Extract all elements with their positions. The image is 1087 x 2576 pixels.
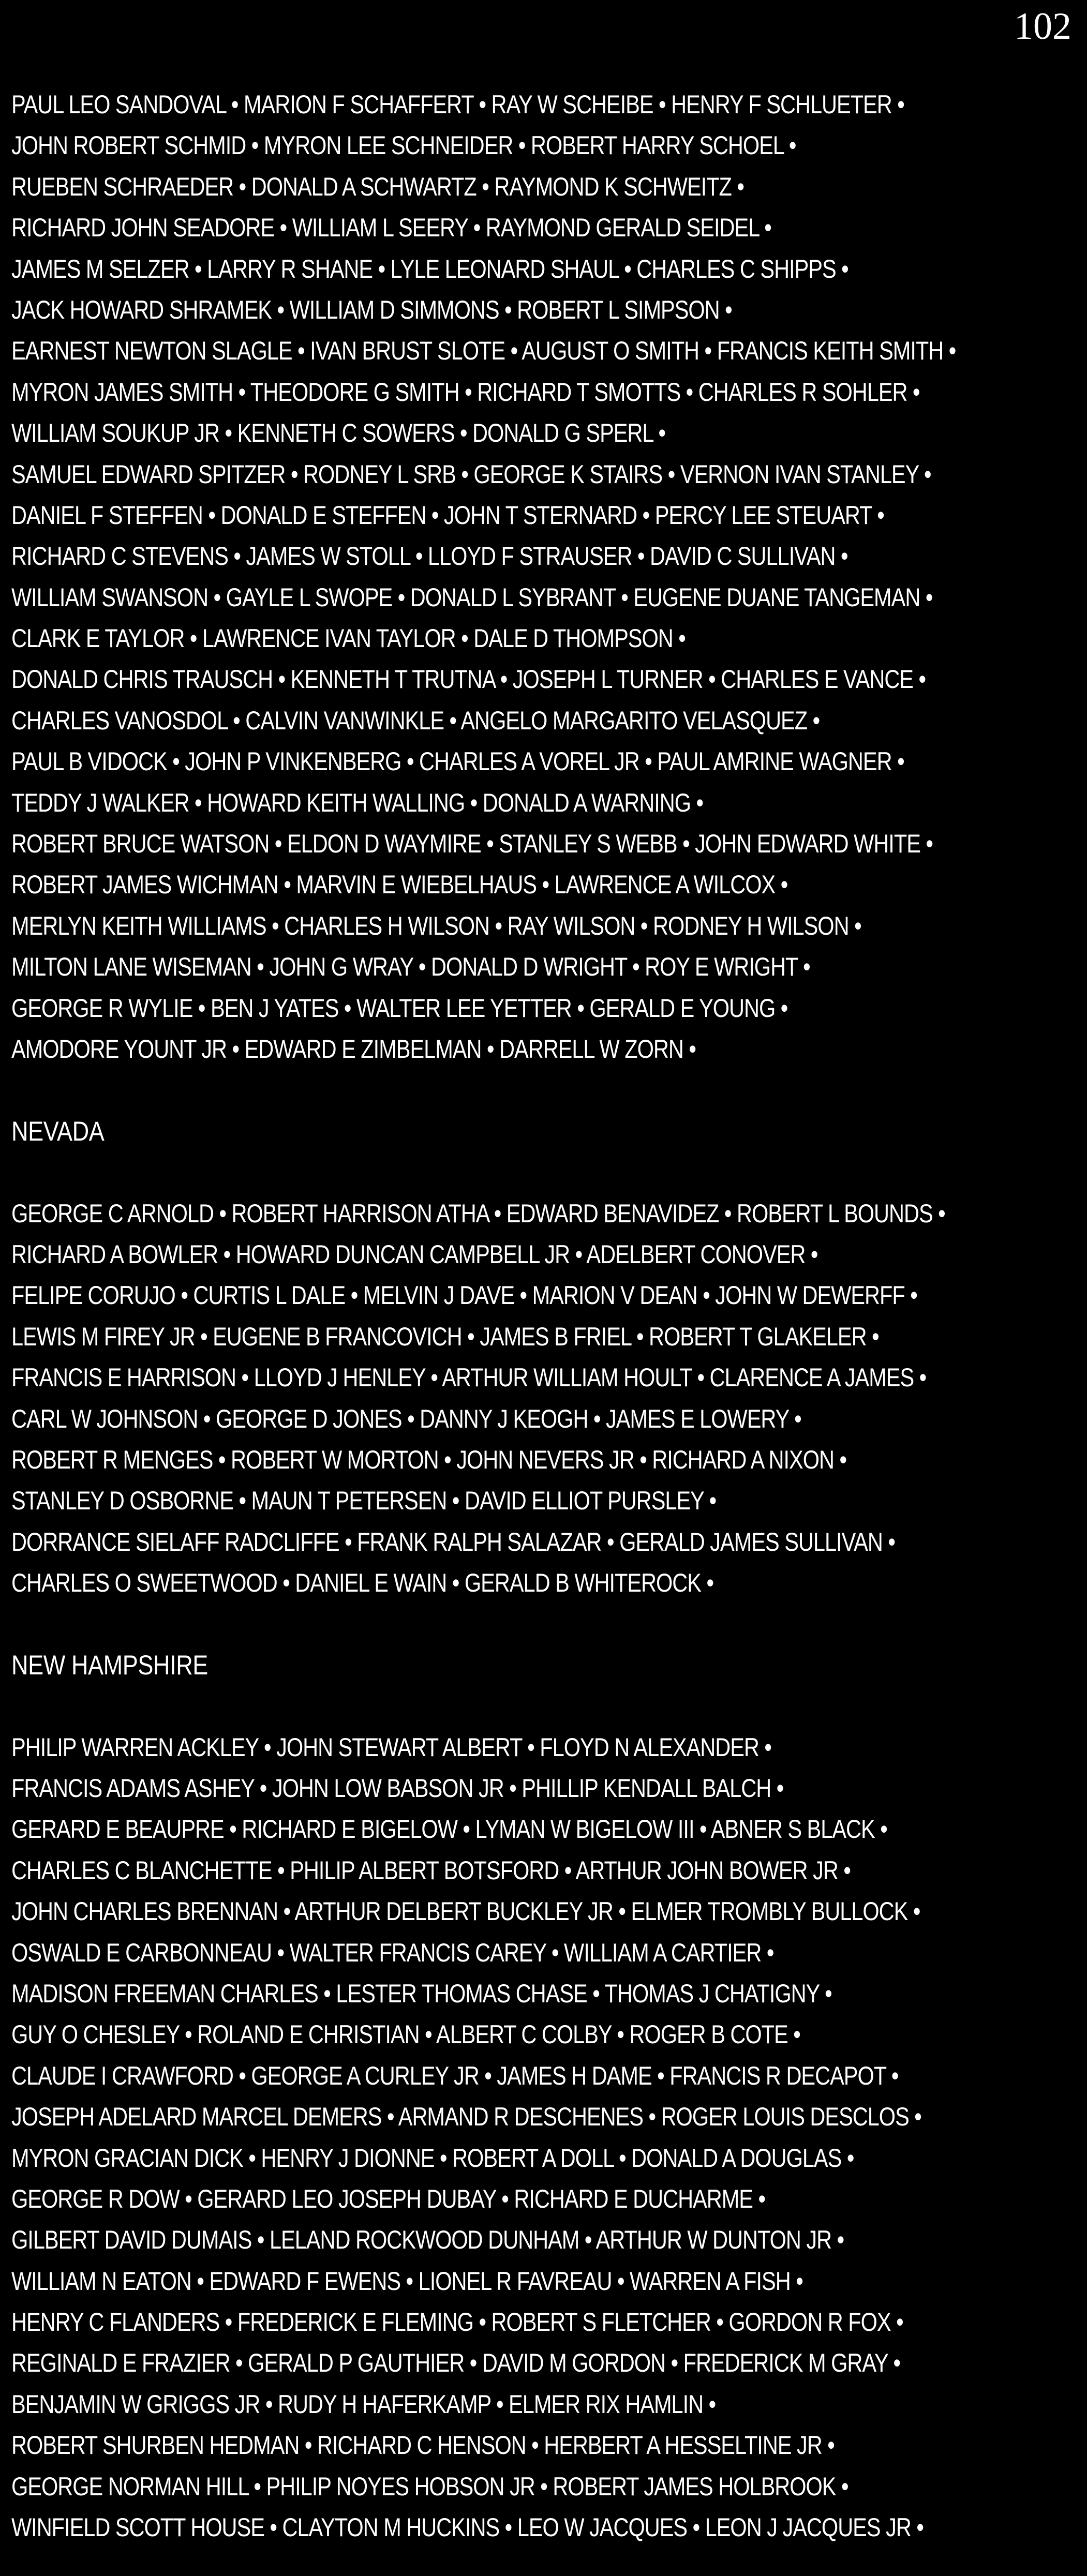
name-line: TEDDY J WALKER • HOWARD KEITH WALLING • DONALD A WARNING • [11,788,704,817]
name-line: OSWALD E CARBONNEAU • WALTER FRANCIS CAREY • WILLIAM A CARTIER • [11,1938,774,1967]
name-line: RICHARD A BOWLER • HOWARD DUNCAN CAMPBELL JR • ADELBERT CONOVER • [11,1239,818,1269]
name-line: JAMES M SELZER • LARRY R SHANE • LYLE LEONARD SHAUL • CHARLES C SHIPPS • [11,254,848,283]
name-line: LEWIS M FIREY JR • EUGENE B FRANCOVICH • JAMES B FRIEL • ROBERT T GLAKELER • [11,1322,879,1351]
name-line: GERARD E BEAUPRE • RICHARD E BIGELOW • LYMAN W BIGELOW III • ABNER S BLACK • [11,1815,887,1844]
section-nevada [11,1111,1077,1604]
name-line: CARL W JOHNSON • GEORGE D JONES • DANNY J KEOGH • JAMES E LOWERY • [11,1404,801,1433]
section-new-hampshire [11,1645,1077,2549]
name-line: GEORGE R WYLIE • BEN J YATES • WALTER LEE YETTER • GERALD E YOUNG • [11,993,788,1023]
name-line: ROBERT R MENGES • ROBERT W MORTON • JOHN NEVERS JR • RICHARD A NIXON • [11,1445,847,1474]
name-line: FELIPE CORUJO • CURTIS L DALE • MELVIN J DAVE • MARION V DEAN • JOHN W DEWERFF • [11,1281,917,1310]
name-line: JOSEPH ADELARD MARCEL DEMERS • ARMAND R DESCHENES • ROGER LOUIS DESCLOS • [11,2102,921,2132]
name-line: FRANCIS E HARRISON • LLOYD J HENLEY • ARTHUR WILLIAM HOULT • CLARENCE A JAMES • [11,1363,927,1392]
name-line: MYRON JAMES SMITH • THEODORE G SMITH • RICHARD T SMOTTS • CHARLES R SOHLER • [11,377,920,407]
name-line: CLAUDE I CRAWFORD • GEORGE A CURLEY JR • JAMES H DAME • FRANCIS R DECAPOT • [11,2061,899,2090]
page-number: 102 [1014,5,1071,48]
name-line: WILLIAM SWANSON • GAYLE L SWOPE • DONALD L SYBRANT • EUGENE DUANE TANGEMAN • [11,582,933,612]
name-line: WINFIELD SCOTT HOUSE • CLAYTON M HUCKINS • LEO W JACQUES • LEON J JACQUES JR • [11,2513,924,2542]
name-line: RICHARD C STEVENS • JAMES W STOLL • LLOYD F STRAUSER • DAVID C SULLIVAN • [11,542,848,571]
name-line: PHILIP WARREN ACKLEY • JOHN STEWART ALBERT • FLOYD N ALEXANDER • [11,1732,771,1762]
name-line: REGINALD E FRAZIER • GERALD P GAUTHIER • DAVID M GORDON • FREDERICK M GRAY • [11,2348,900,2378]
name-line: GEORGE C ARNOLD • ROBERT HARRISON ATHA • EDWARD BENAVIDEZ • ROBERT L BOUNDS • [11,1199,945,1228]
name-line: GILBERT DAVID DUMAIS • LELAND ROCKWOOD DUNHAM • ARTHUR W DUNTON JR • [11,2225,844,2255]
name-line: DANIEL F STEFFEN • DONALD E STEFFEN • JOHN T STERNARD • PERCY LEE STEUART • [11,500,884,530]
name-line: ROBERT SHURBEN HEDMAN • RICHARD C HENSON • HERBERT A HESSELTINE JR • [11,2431,835,2460]
name-line: MYRON GRACIAN DICK • HENRY J DIONNE • ROBERT A DOLL • DONALD A DOUGLAS • [11,2143,854,2173]
name-line: CHARLES C BLANCHETTE • PHILIP ALBERT BOTSFORD • ARTHUR JOHN BOWER JR • [11,1855,851,1885]
memorial-name-list [11,84,1077,2548]
name-line: SAMUEL EDWARD SPITZER • RODNEY L SRB • GEORGE K STAIRS • VERNON IVAN STANLEY • [11,459,931,489]
name-line: HENRY C FLANDERS • FREDERICK E FLEMING • ROBERT S FLETCHER • GORDON R FOX • [11,2308,903,2337]
name-line: GUY O CHESLEY • ROLAND E CHRISTIAN • ALBERT C COLBY • ROGER B COTE • [11,2020,800,2049]
name-line: PAUL LEO SANDOVAL • MARION F SCHAFFERT • RAY W SCHEIBE • HENRY F SCHLUETER • [11,90,904,119]
name-line: DONALD CHRIS TRAUSCH • KENNETH T TRUTNA • JOSEPH L TURNER • CHARLES E VANCE • [11,665,926,694]
name-line: MERLYN KEITH WILLIAMS • CHARLES H WILSON • RAY WILSON • RODNEY H WILSON • [11,911,861,940]
name-line: GEORGE NORMAN HILL • PHILIP NOYES HOBSON JR • ROBERT JAMES HOLBROOK • [11,2472,848,2501]
name-line: FRANCIS ADAMS ASHEY • JOHN LOW BABSON JR • PHILLIP KENDALL BALCH • [11,1774,784,1803]
name-line: CHARLES O SWEETWOOD • DANIEL E WAIN • GERALD B WHITEROCK • [11,1568,714,1598]
name-line: JOHN CHARLES BRENNAN • ARTHUR DELBERT BUCKLEY JR • ELMER TROMBLY BULLOCK • [11,1897,920,1926]
name-line: CHARLES VANOSDOL • CALVIN VANWINKLE • ANGELO MARGARITO VELASQUEZ • [11,706,820,735]
name-line: JACK HOWARD SHRAMEK • WILLIAM D SIMMONS • ROBERT L SIMPSON • [11,295,732,324]
section-continued [11,84,1077,1070]
name-line: CLARK E TAYLOR • LAWRENCE IVAN TAYLOR • DALE D THOMPSON • [11,624,686,653]
name-line: MADISON FREEMAN CHARLES • LESTER THOMAS CHASE • THOMAS J CHATIGNY • [11,1979,832,2008]
name-line: GEORGE R DOW • GERARD LEO JOSEPH DUBAY • RICHARD E DUCHARME • [11,2184,766,2213]
name-line: ROBERT BRUCE WATSON • ELDON D WAYMIRE • STANLEY S WEBB • JOHN EDWARD WHITE • [11,829,933,859]
name-line: PAUL B VIDOCK • JOHN P VINKENBERG • CHARLES A VOREL JR • PAUL AMRINE WAGNER • [11,747,904,776]
name-line: RICHARD JOHN SEADORE • WILLIAM L SEERY • RAYMOND GERALD SEIDEL • [11,213,771,243]
name-line: MILTON LANE WISEMAN • JOHN G WRAY • DONALD D WRIGHT • ROY E WRIGHT • [11,952,810,982]
name-line: WILLIAM N EATON • EDWARD F EWENS • LIONEL R FAVREAU • WARREN A FISH • [11,2266,803,2296]
name-line: BENJAMIN W GRIGGS JR • RUDY H HAFERKAMP • ELMER RIX HAMLIN • [11,2389,716,2419]
name-line: STANLEY D OSBORNE • MAUN T PETERSEN • DAVID ELLIOT PURSLEY • [11,1486,717,1516]
name-line: RUEBEN SCHRAEDER • DONALD A SCHWARTZ • RAYMOND K SCHWEITZ • [11,172,744,201]
state-heading: NEVADA [11,1116,105,1147]
name-line: DORRANCE SIELAFF RADCLIFFE • FRANK RALPH SALAZAR • GERALD JAMES SULLIVAN • [11,1527,895,1556]
name-line: WILLIAM SOUKUP JR • KENNETH C SOWERS • DONALD G SPERL • [11,418,666,448]
name-line: EARNEST NEWTON SLAGLE • IVAN BRUST SLOTE • AUGUST O SMITH • FRANCIS KEITH SMITH • [11,336,956,366]
name-line: JOHN ROBERT SCHMID • MYRON LEE SCHNEIDER • ROBERT HARRY SCHOEL • [11,131,796,160]
state-heading: NEW HAMPSHIRE [11,1650,208,1681]
name-line: AMODORE YOUNT JR • EDWARD E ZIMBELMAN • DARRELL W ZORN • [11,1034,696,1064]
name-line: ROBERT JAMES WICHMAN • MARVIN E WIEBELHAUS • LAWRENCE A WILCOX • [11,870,788,900]
